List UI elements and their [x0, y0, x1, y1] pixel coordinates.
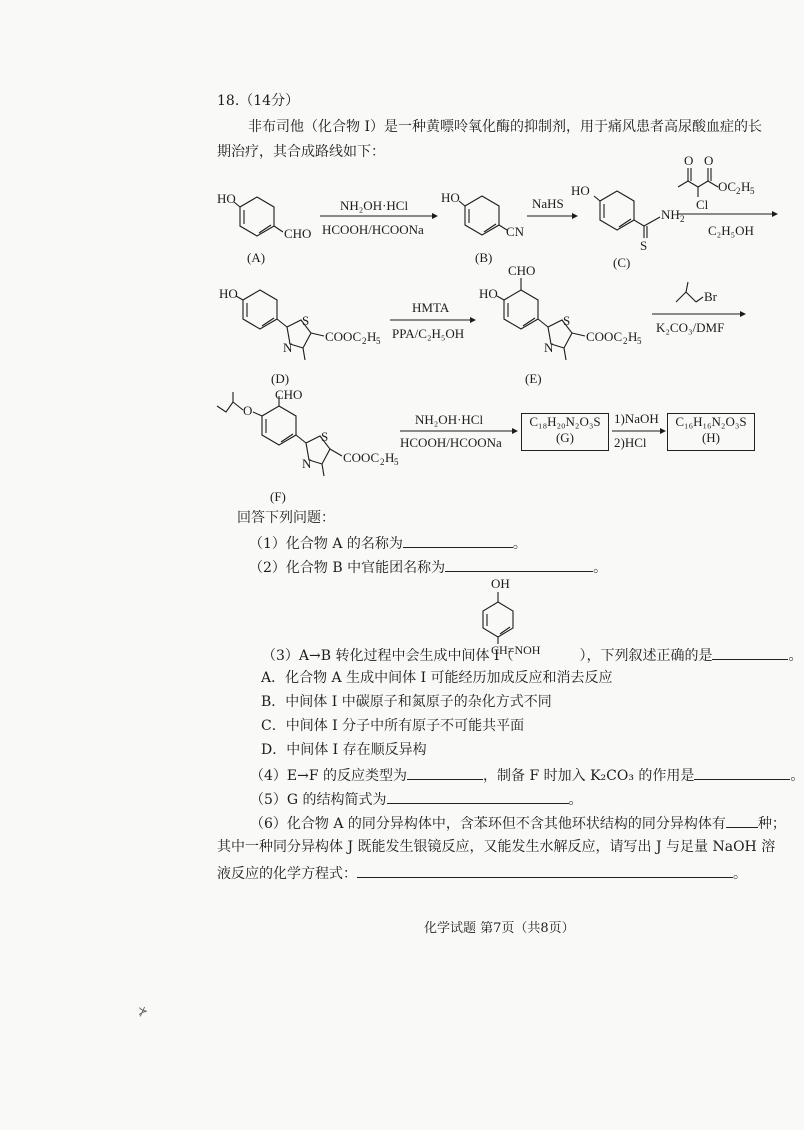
arrow-fg-reagent: NH₂OH·HCl [415, 412, 484, 427]
question-intro-line1: 非布司他（化合物 I）是一种黄嘌呤氧化酶的抑制剂，用于痛风患者高尿酸血症的长 [248, 119, 762, 135]
compound-c-ho: HO [571, 183, 590, 198]
q2: （2）化合物 B 中官能团名称为 。 [249, 557, 607, 577]
compound-g-label: (G) [555, 430, 575, 445]
compound-f-n: N [302, 456, 312, 471]
question-intro-line2: 期治疗，其合成路线如下： [217, 144, 385, 160]
compound-f-ester: COOC [343, 450, 380, 465]
q6-line3: 液反应的化学方程式： 。 [217, 863, 747, 883]
q1: （1）化合物 A 的名称为 。 [249, 533, 527, 553]
compound-h-label: (H) [701, 430, 721, 445]
q4-role-blank[interactable] [694, 765, 790, 780]
q6-line2: 其中一种同分异构体 J 既能发生银镜反应，又能发生水解反应，请写出 J 与足量 NaOH 溶 [217, 839, 776, 855]
q3-option-d: D．中间体 I 存在顺反异构 [261, 742, 427, 758]
reagent-oc2h5-sub2: 2 [736, 186, 741, 196]
arrow-bc-reagent: NaHS [532, 196, 564, 211]
compound-e-ho: HO [479, 286, 498, 301]
compound-d-s: S [302, 313, 310, 328]
compound-c-s: S [640, 238, 648, 253]
compound-e-s: S [563, 313, 571, 328]
compound-b-cn: CN [506, 224, 525, 239]
compound-e-cho: CHO [508, 263, 536, 278]
compound-g-formula: C₁₈H₂₀N₂O₃S [529, 414, 601, 429]
arrow-ab-solvent: HCOOH/HCOONa [322, 222, 424, 237]
stray-mark: ⊁ [138, 1004, 149, 1018]
question-number: 18.（14分） [217, 93, 300, 109]
intermediate-oh: OH [491, 576, 510, 591]
compound-a-cho: CHO [284, 226, 312, 241]
reagent-oc2h5-h: H [741, 179, 751, 194]
arrow-de-reagent: HMTA [412, 300, 450, 315]
q6-equation-blank[interactable] [357, 863, 733, 878]
arrow-cd-solvent: C₂H₅OH [708, 223, 754, 238]
compound-d-n: N [283, 340, 293, 355]
arrow-ab-reagent: NH₂OH·HCl [340, 198, 409, 213]
page-footer: 化学试题 第7页（共8页） [424, 921, 575, 936]
arrow-gh-step2: 2)HCl [614, 435, 647, 450]
compound-f-s: S [321, 429, 329, 444]
q5: （5）G 的结构简式为 。 [250, 789, 583, 809]
compound-a-ho: HO [217, 191, 236, 206]
svg-text:2: 2 [380, 457, 385, 467]
compound-d-ester: COOC [325, 329, 362, 344]
compound-c-nh: NH [661, 207, 680, 222]
compound-f-o: O [243, 403, 253, 418]
reagent-oc2h5-sub5: 5 [750, 186, 755, 196]
label-a: (A) [247, 250, 266, 265]
svg-text:5: 5 [394, 457, 399, 467]
reagent-oc2h5: OC [718, 179, 737, 194]
compound-e-ester: COOC [586, 329, 623, 344]
svg-text:H: H [367, 329, 377, 344]
label-f: (F) [270, 489, 286, 504]
arrow-de-solvent: PPA/C₂H₅OH [392, 326, 465, 341]
label-d: (D) [271, 371, 290, 386]
compound-c-nh-sub: 2 [680, 214, 685, 224]
q3-answer-blank[interactable] [712, 645, 788, 660]
q4-type-blank[interactable] [407, 765, 483, 780]
q3-option-c: C．中间体 I 分子中所有原子不可能共平面 [261, 718, 525, 734]
reagent-o2: O [704, 153, 714, 168]
compound-b-ho: HO [441, 190, 460, 205]
q4: （4）E→F 的反应类型为 ，制备 F 时加入 K₂CO₃ 的作用是 。 [250, 765, 804, 785]
arrow-ef-reagent: K₂CO₃/DMF [656, 320, 725, 335]
reagent-o1: O [684, 153, 694, 168]
q3: （3）A→B 转化过程中会生成中间体 I（ ），下列叙述正确的是 。 [262, 645, 802, 665]
reagent-br: Br [704, 289, 717, 304]
q6-count-blank[interactable] [726, 813, 758, 828]
label-b: (B) [475, 250, 493, 265]
compound-h-formula: C₁₆H₁₆N₂O₃S [675, 414, 747, 429]
compound-f-cho: CHO [275, 387, 303, 402]
svg-text:5: 5 [376, 336, 381, 346]
label-c: (C) [613, 255, 631, 270]
svg-text:5: 5 [637, 336, 642, 346]
compound-e-n: N [544, 340, 554, 355]
compound-d-ho: HO [219, 286, 238, 301]
q5-answer-blank[interactable] [387, 789, 569, 804]
svg-text:2: 2 [362, 336, 367, 346]
intermediate-ch-noh: CH=NOH [491, 643, 541, 657]
answer-prompt: 回答下列问题： [237, 510, 335, 526]
q6-line1: （6）化合物 A 的同分异构体中，含苯环但不含其他环状结构的同分异构体有 种； [250, 813, 786, 833]
svg-text:H: H [628, 329, 638, 344]
reagent-cl: Cl [696, 197, 709, 212]
arrow-fg-solvent: HCOOH/HCOONa [400, 435, 502, 450]
svg-text:2: 2 [623, 336, 628, 346]
arrow-gh-step1: 1)NaOH [614, 411, 659, 426]
svg-text:H: H [385, 450, 395, 465]
q3-option-a: A．化合物 A 生成中间体 I 可能经历加成反应和消去反应 [261, 670, 613, 686]
label-e: (E) [525, 371, 542, 386]
q3-option-b: B．中间体 I 中碳原子和氮原子的杂化方式不同 [261, 694, 552, 710]
